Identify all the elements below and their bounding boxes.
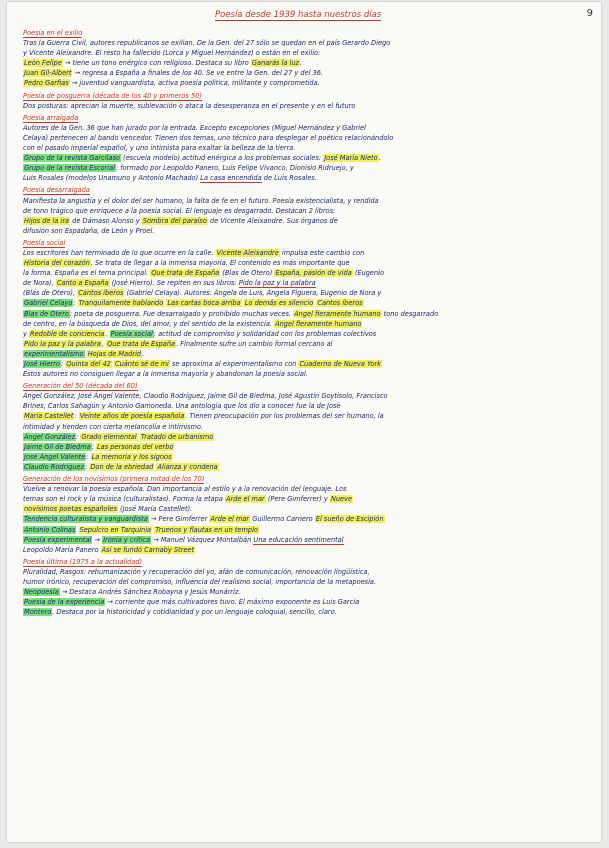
note-text: . bbox=[105, 329, 110, 338]
note-line bbox=[23, 123, 591, 133]
highlighted-term: Cuaderno de Nueva York bbox=[299, 360, 381, 368]
note-line bbox=[23, 514, 591, 524]
note-text: de tono trágico que enriquece a la poesía social. El lenguaje es desgarrado. Destacan 2 libros: bbox=[23, 206, 336, 215]
page-title: Poesía desde 1939 hasta nuestros días bbox=[215, 10, 382, 20]
note-text: → regresa a España a finales de los 40. Se ve entre la Gen. del 27 y del 36. bbox=[72, 69, 324, 78]
highlighted-author: Grupo de la revista Garcilaso bbox=[24, 154, 120, 163]
note-text: Dos posturas: aprecian la muerte, sublevación o ataca la desesperanza en el presente y en el futuro bbox=[23, 101, 356, 110]
highlighted-term: Pedro Garfias bbox=[24, 79, 69, 88]
highlighted-author: Poesía de la experiencia bbox=[24, 598, 105, 607]
highlighted-term: Así se fundó Carnaby Street bbox=[101, 545, 195, 554]
highlighted-term: La memoria y los signos bbox=[91, 452, 172, 461]
highlighted-author: Blas de Otero bbox=[24, 309, 69, 318]
note-text: con el pasado imperial español, y uno intimista para exaltar la belleza de la tierra. bbox=[23, 144, 296, 153]
note-text: . Finalmente sufre un cambio formal cercano al bbox=[176, 339, 333, 348]
highlighted-term: Historia del corazón bbox=[24, 259, 90, 268]
highlighted-author: Poesía experimental bbox=[24, 535, 92, 544]
note-line bbox=[23, 597, 591, 607]
highlighted-term: Cantos íberos bbox=[78, 289, 124, 298]
note-line bbox=[23, 309, 591, 319]
note-line bbox=[23, 163, 591, 173]
highlighted-term: Tratado de urbanismo bbox=[140, 432, 214, 441]
note-text: : bbox=[73, 299, 78, 308]
section-heading bbox=[23, 238, 591, 248]
note-line bbox=[23, 359, 591, 369]
note-text: Ángel González, José Ángel Valente, Claudio Rodríguez, Jaime Gil de Biedma, José Agustín Goytisolo, Francisco bbox=[23, 392, 388, 401]
note-line bbox=[23, 133, 591, 143]
note-text: . Se trata de llegar a la inmensa mayoría. El contenido es más importante que bbox=[90, 259, 350, 268]
note-line bbox=[23, 206, 591, 216]
highlighted-term: Lo demás es silencio bbox=[244, 299, 314, 308]
highlighted-term: Cantos íberos bbox=[317, 299, 363, 308]
note-text: . bbox=[142, 349, 145, 358]
note-line bbox=[23, 58, 591, 68]
heading-text: Poesía en el exilio bbox=[23, 29, 83, 37]
note-text: de Luis Rosales. bbox=[261, 174, 317, 183]
note-text: → Destaca Andrés Sánchez Robayna y Jesús Munárriz. bbox=[59, 588, 241, 597]
page-number: 9 bbox=[586, 8, 593, 19]
note-line bbox=[23, 422, 591, 432]
highlighted-term: Juan Gil-Albert bbox=[24, 69, 72, 78]
highlighted-term: Redoble de conciencia bbox=[30, 329, 105, 338]
highlighted-term: Nueve bbox=[330, 495, 353, 504]
note-text: (Blas de Otero), bbox=[23, 289, 78, 298]
note-line bbox=[23, 391, 591, 401]
highlighted-author: experimentalismo bbox=[24, 349, 84, 358]
note-text: Brines, Carlos Sahagún y Antonio Gamoneda. Una antología que los dio a conocer fue la de José bbox=[23, 402, 341, 411]
highlighted-term: España, pasión de vida bbox=[275, 269, 352, 278]
highlighted-term: Que trata de España bbox=[151, 269, 220, 278]
note-text: intimidad y tienden con cierta melancolía e intimismo. bbox=[23, 422, 204, 431]
note-text: de Vicente Aleixandre. Sus órganos de bbox=[207, 216, 338, 225]
notebook-page bbox=[7, 2, 601, 842]
notes-body bbox=[23, 26, 591, 617]
note-text: : bbox=[85, 462, 90, 471]
note-text: : bbox=[91, 442, 96, 451]
note-text: (escuela modelo) actitud enérgica a los problemas sociales: bbox=[120, 154, 324, 163]
note-text: (Pere Gimferrer) y bbox=[265, 495, 330, 504]
note-text: humor irónico, recuperación del compromiso, influencia del realismo social, importancia de la metapoesía. bbox=[23, 577, 377, 586]
heading-text: Poesía última (1975 a la actualidad) bbox=[23, 557, 143, 566]
note-line bbox=[23, 432, 591, 442]
note-line bbox=[23, 484, 591, 494]
underlined-title: Pido la paz y la palabra bbox=[238, 279, 316, 288]
highlighted-term: María Castellet bbox=[24, 412, 74, 421]
note-line bbox=[23, 143, 591, 153]
note-text: : bbox=[76, 432, 81, 441]
section-heading bbox=[23, 474, 591, 484]
note-text: impulsa este cambio con bbox=[279, 248, 365, 257]
highlighted-term: Que trata de España bbox=[107, 339, 176, 348]
note-text: y bbox=[23, 329, 29, 338]
highlighted-author: Antonio Colinas bbox=[24, 525, 76, 534]
note-line bbox=[23, 535, 591, 545]
note-text: : bbox=[60, 360, 66, 368]
note-text: → corriente que más cultivadores tuvo. El máximo exponente es Luis García bbox=[105, 598, 360, 607]
note-text: (Blas de Otero) bbox=[220, 269, 275, 278]
highlighted-term: Las personas del verbo bbox=[97, 442, 174, 451]
highlighted-term: novísimos poetas españoles bbox=[24, 505, 117, 514]
highlighted-term: El sueño de Escipión bbox=[315, 515, 384, 524]
note-text: de Nora), bbox=[23, 279, 56, 288]
note-text: Vuelve a renovar la poesía española. Dan importancia al estilo y a la renovación del lenguaje. Los bbox=[23, 485, 347, 494]
section-heading bbox=[23, 185, 591, 195]
note-text: de Dámaso Alonso y bbox=[70, 216, 142, 225]
note-text: : actitud de compromiso y solidaridad con los problemas colectivos bbox=[153, 329, 377, 338]
highlighted-term: Cuánto sé de mí bbox=[114, 360, 169, 368]
note-text: Pluralidad, Rasgos: rehumanización y recuperación del yo, afán de comunicación, renovación lingüística, bbox=[23, 567, 370, 576]
note-text: Celaya) pertenecen al bando vencedor. Tienen dos temas, uno técnico para desplegar el poético relacionándolo bbox=[23, 133, 394, 142]
note-text: : formado por Leopoldo Panero, Luis Felipe Vivanco, Dionisio Ridruejo, y bbox=[115, 164, 354, 173]
note-text: . bbox=[378, 154, 381, 163]
heading-text: Poesía desarraigada bbox=[23, 186, 90, 195]
highlighted-term: Ángel fieramente humano bbox=[294, 309, 381, 318]
note-line bbox=[23, 288, 591, 298]
note-text: (José Hierro). Se repiten en sus libros: bbox=[109, 279, 239, 288]
highlighted-term: Sepulcro en Tarquinia bbox=[79, 525, 152, 534]
highlighted-author: José Ángel Valente bbox=[24, 452, 86, 461]
note-line bbox=[23, 525, 591, 535]
note-text: (Eugenio bbox=[352, 269, 385, 278]
note-line bbox=[23, 78, 591, 88]
highlighted-term: Pido la paz y la palabra bbox=[24, 339, 101, 348]
note-line bbox=[23, 196, 591, 206]
note-line bbox=[23, 226, 591, 236]
note-line bbox=[23, 462, 591, 472]
highlighted-term: Canto a España bbox=[56, 279, 109, 288]
note-text: (Gabriel Celaya). Autores: Ángela de Luis, Ángela Figuera, Eugenio de Nora y bbox=[124, 289, 382, 298]
note-line bbox=[23, 258, 591, 268]
note-text: Manifiesta la angustia y el dolor del ser humano, la falta de fe en el futuro. Poesía existencialista, y rendida bbox=[23, 196, 379, 205]
note-text: → juventud vanguardista, activa poesía política, militante y comprometida. bbox=[69, 79, 320, 88]
note-text: difusión son Espadaña, de León y Proel. bbox=[23, 226, 155, 235]
highlighted-term: Sombra del paraíso bbox=[142, 216, 207, 225]
note-text: → tiene un tono enérgico con religioso. Destaca su libro bbox=[62, 59, 251, 68]
note-text: la forma. España es el tema principal. bbox=[23, 269, 151, 278]
heading-text: Generación de los novísimos (primera mitad de los 70) bbox=[23, 475, 205, 484]
heading-text: Poesía social bbox=[23, 238, 66, 247]
note-text: temas son el rock y la música (culturalistas). Forma la etapa bbox=[23, 495, 225, 504]
underlined-title: La casa encendida bbox=[200, 174, 262, 183]
heading-text: Generación del 50 (década del 60) bbox=[23, 382, 138, 391]
highlighted-term: Alianza y condena bbox=[157, 462, 218, 471]
highlighted-author: Jaime Gil de Biedma bbox=[24, 442, 91, 451]
highlighted-term: Hojas de Madrid bbox=[87, 349, 142, 358]
highlighted-author: Neopoesía bbox=[24, 588, 59, 597]
highlighted-term: Arde el mar bbox=[225, 495, 265, 504]
note-text: Guillermo Carnero bbox=[250, 515, 315, 524]
note-line bbox=[23, 339, 591, 349]
highlighted-term: Grado elemental bbox=[81, 432, 137, 441]
note-line bbox=[23, 329, 591, 339]
note-line bbox=[23, 504, 591, 514]
highlighted-author: Grupo de la revista Escorial bbox=[24, 164, 115, 173]
note-line bbox=[23, 319, 591, 329]
note-line bbox=[23, 48, 591, 58]
note-text: : bbox=[74, 412, 79, 421]
note-text: Los escritores han terminado de lo que ocurre en la calle. bbox=[23, 248, 216, 257]
highlighted-term: José María Nieto bbox=[324, 154, 378, 163]
note-line bbox=[23, 268, 591, 278]
note-line bbox=[23, 545, 591, 555]
heading-text: Poesía de posguerra (década de los 40 y primeros 50) bbox=[23, 91, 202, 100]
note-text: Luis Rosales (modelos Unamuno y Antonio Machado) bbox=[23, 174, 201, 183]
note-text: → bbox=[92, 535, 103, 544]
note-text: → Manuel Vázquez Montalbán bbox=[151, 535, 254, 544]
note-text: Autores de la Gen. 36 que han jurado por la entrada. Excepto excepciones (Miguel Hernández y Gabriel bbox=[23, 123, 366, 132]
note-text: : poeta de posguerra. Fue desarraigado y prohibido muchas veces. bbox=[69, 309, 294, 318]
section-heading bbox=[23, 91, 591, 101]
underlined-title: Una educación sentimental bbox=[253, 535, 344, 544]
note-text: . bbox=[300, 59, 303, 68]
note-line bbox=[23, 494, 591, 504]
note-line bbox=[23, 173, 591, 183]
note-line bbox=[23, 68, 591, 78]
note-text: . Destaca por la historicidad y cotidianidad y por un lenguaje coloquial, sencillo, claro. bbox=[52, 608, 337, 617]
highlighted-term: Las cartas boca arriba bbox=[167, 299, 241, 308]
note-line bbox=[23, 153, 591, 163]
note-line bbox=[23, 278, 591, 288]
note-text: : bbox=[86, 452, 91, 461]
note-text: Tras la Guerra Civil, autores republicanos se exilian. De la Gen. del 27 sólo se quedan en el país Gerardo Diego bbox=[23, 39, 391, 48]
note-text: tono desgarrado bbox=[381, 309, 439, 318]
section-heading bbox=[23, 113, 591, 123]
note-line bbox=[23, 349, 591, 359]
highlighted-term: León Felipe bbox=[24, 59, 62, 68]
note-text: Leopoldo María Panero bbox=[23, 545, 101, 554]
note-text: , bbox=[101, 339, 107, 348]
highlighted-term: Tranquilamente hablando bbox=[78, 299, 164, 308]
note-line bbox=[23, 101, 591, 111]
note-line bbox=[23, 442, 591, 452]
highlighted-term: Quinta del 42 bbox=[66, 360, 111, 368]
note-text: Estos autores no consiguen llegar a la inmensa mayoría y abandonan la poesía social. bbox=[23, 370, 308, 379]
note-text: y Vicente Aleixandre. El resto ha fallecido (Lorca y Miguel Hernández) o están en el exilio: bbox=[23, 49, 321, 58]
note-line bbox=[23, 298, 591, 308]
note-text: (José María Castellet). bbox=[117, 505, 193, 514]
note-line bbox=[23, 607, 591, 617]
note-line bbox=[23, 38, 591, 48]
highlighted-author: Gabriel Celaya bbox=[24, 299, 73, 308]
note-line bbox=[23, 401, 591, 411]
highlighted-term: Ganarás la luz bbox=[251, 59, 300, 68]
highlighted-author: Montero bbox=[24, 608, 52, 617]
heading-text: Poesía arraigada bbox=[23, 113, 79, 122]
note-text: . Tienen preocupación por los problemas del ser humano, la bbox=[185, 412, 384, 421]
highlighted-term: Truenos y flautas en un templo bbox=[155, 525, 258, 534]
note-line bbox=[23, 369, 591, 379]
section-heading bbox=[23, 557, 591, 567]
highlighted-author: José Hierro bbox=[24, 360, 60, 368]
note-line bbox=[23, 587, 591, 597]
highlighted-term: Hijos de la ira bbox=[24, 216, 70, 225]
highlighted-term: Veinte años de poesía española bbox=[79, 412, 185, 421]
note-line bbox=[23, 577, 591, 587]
section-heading bbox=[23, 28, 591, 38]
note-text: de centro, en la búsqueda de Dios, del amor, y del sentido de la existencia. bbox=[23, 319, 275, 328]
highlighted-term: Vicente Aleixandre bbox=[216, 248, 279, 257]
highlighted-term: Arde el mar bbox=[210, 515, 250, 524]
note-text: → Pere Gimferrer bbox=[148, 515, 210, 524]
note-line bbox=[23, 248, 591, 258]
note-line bbox=[23, 216, 591, 226]
highlighted-author: Tendencia culturalista y vanguardista bbox=[24, 515, 148, 524]
highlighted-author: Poesía social bbox=[110, 329, 153, 338]
highlighted-author: Ironía y crítica bbox=[103, 535, 151, 544]
note-text: se aproxima al experimentalismo con bbox=[169, 360, 299, 368]
note-line bbox=[23, 452, 591, 462]
section-heading bbox=[23, 381, 591, 391]
highlighted-term: Ángel fieramente humano bbox=[275, 319, 362, 328]
note-line bbox=[23, 567, 591, 577]
highlighted-term: Don de la ebriedad bbox=[90, 462, 154, 471]
highlighted-author: Claudio Rodríguez bbox=[24, 462, 85, 471]
note-line bbox=[23, 411, 591, 421]
highlighted-author: Ángel González bbox=[24, 432, 76, 441]
